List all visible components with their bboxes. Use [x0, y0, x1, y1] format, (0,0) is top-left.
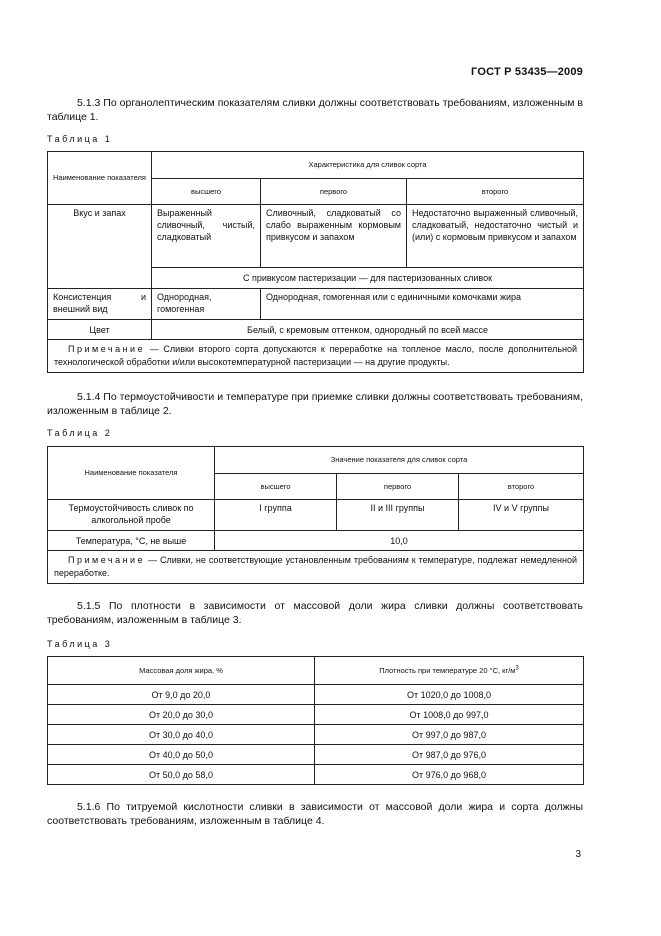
- table-row: От 1008,0 до 997,0: [315, 705, 584, 725]
- table-row: От 30,0 до 40,0: [48, 725, 315, 745]
- table-row: От 9,0 до 20,0: [48, 685, 315, 705]
- t3-header-density-text: Плотность при температуре 20 °С, кг/м: [379, 665, 516, 675]
- table-1-caption: Таблица 1: [47, 134, 113, 144]
- t3-header-density: [315, 657, 584, 685]
- t1-row-consist-c23: Однородная, гомогенная или с единичными комочками жира: [261, 289, 584, 320]
- t1-row-consist-c1: Однородная, гомогенная: [152, 289, 261, 320]
- page-number: 3: [575, 849, 581, 860]
- table-3-caption: Таблица 3: [47, 639, 113, 649]
- t1-note: [48, 340, 584, 373]
- table-3: [47, 656, 584, 785]
- t2-row-thermo-c2: II и III группы: [337, 500, 459, 531]
- t1-row-taste-label: Вкус и запах: [48, 205, 152, 289]
- table-row: От 50,0 до 58,0: [48, 765, 315, 785]
- t2-header-col-1: высшего: [215, 474, 337, 500]
- table-row: От 976,0 до 968,0: [315, 765, 584, 785]
- table-row: От 40,0 до 50,0: [48, 745, 315, 765]
- t2-row-temp-value: 10,0: [215, 531, 584, 551]
- t2-header-col-3: второго: [459, 474, 584, 500]
- t1-row-consist-label: Консистенция и внешний вид: [48, 289, 152, 320]
- t2-note-text: — Сливки, не соответствующие установленным требованиям к температуре, подлежат немедленной переработке.: [54, 555, 578, 578]
- table-row: От 20,0 до 30,0: [48, 705, 315, 725]
- t2-row-thermo-label: Термоустойчивость сливок по алкогольной пробе: [48, 500, 215, 531]
- t1-header-name: Наименование показателя: [48, 152, 152, 205]
- t2-row-thermo-c1: I группа: [215, 500, 337, 531]
- table-1: [47, 151, 584, 373]
- table-row: От 987,0 до 976,0: [315, 745, 584, 765]
- t1-header-col-3: второго: [407, 179, 584, 205]
- t2-note: [48, 551, 584, 584]
- t1-note-label: Примечание: [68, 344, 146, 354]
- t1-row-color-label: Цвет: [48, 320, 152, 340]
- t1-row-color-value: Белый, с кремовым оттенком, однородный по всей массе: [152, 320, 584, 340]
- clause-5-1-6: 5.1.6 По титруемой кислотности сливки в зависимости от массовой доли жира и сорта должны соответствовать требованиям, изложенным в таблице 4.: [47, 801, 583, 827]
- table-row: От 1020,0 до 1008,0: [315, 685, 584, 705]
- t3-header-fat: Массовая доля жира, %: [48, 657, 315, 685]
- t2-header-col-2: первого: [337, 474, 459, 500]
- t1-row-taste-c3: Недостаточно выраженный сливочный, сладковатый, недостаточно чистый и (или) с кормовым привкусом и запахом: [407, 205, 584, 268]
- t2-row-thermo-c3: IV и V группы: [459, 500, 584, 531]
- t2-row-temp-label: Температура, °С, не выше: [48, 531, 215, 551]
- table-2: [47, 446, 584, 584]
- t1-header-col-2: первого: [261, 179, 407, 205]
- clause-5-1-4: 5.1.4 По термоустойчивости и температуре при приемке сливки должны соответствовать требованиям, изложенным в таблице 2.: [47, 391, 583, 417]
- t1-header-col-1: высшего: [152, 179, 261, 205]
- t2-note-label: Примечание: [68, 555, 146, 565]
- document-code: ГОСТ Р 53435—2009: [471, 66, 583, 78]
- table-row: От 997,0 до 987,0: [315, 725, 584, 745]
- t3-header-density-sup: 3: [515, 665, 519, 671]
- t1-row-taste-c2: Сливочный, сладковатый со слабо выраженным кормовым привкусом и запахом: [261, 205, 407, 268]
- t2-header-name: Наименование показателя: [48, 447, 215, 500]
- clause-5-1-3: 5.1.3 По органолептическим показателям сливки должны соответствовать требованиям, изложенным в таблице 1.: [47, 97, 583, 123]
- t1-row-taste-c1: Выраженный сливочный, чистый, сладковатый: [152, 205, 261, 268]
- t2-header-group: Значение показателя для сливок сорта: [215, 447, 584, 474]
- table-2-caption: Таблица 2: [47, 428, 113, 438]
- t1-note-text: — Сливки второго сорта допускаются к переработке на топленое масло, после дополнительной технологической обработки и/или высокотемпературной пастеризации — на другие продукты.: [54, 344, 578, 367]
- t1-header-group: Характеристика для сливок сорта: [152, 152, 584, 179]
- clause-5-1-5: 5.1.5 По плотности в зависимости от массовой доли жира сливки должны соответствовать требованиям, изложенным в таблице 3.: [47, 600, 583, 626]
- t1-row-taste-past: С привкусом пастеризации — для пастеризованных сливок: [152, 268, 584, 289]
